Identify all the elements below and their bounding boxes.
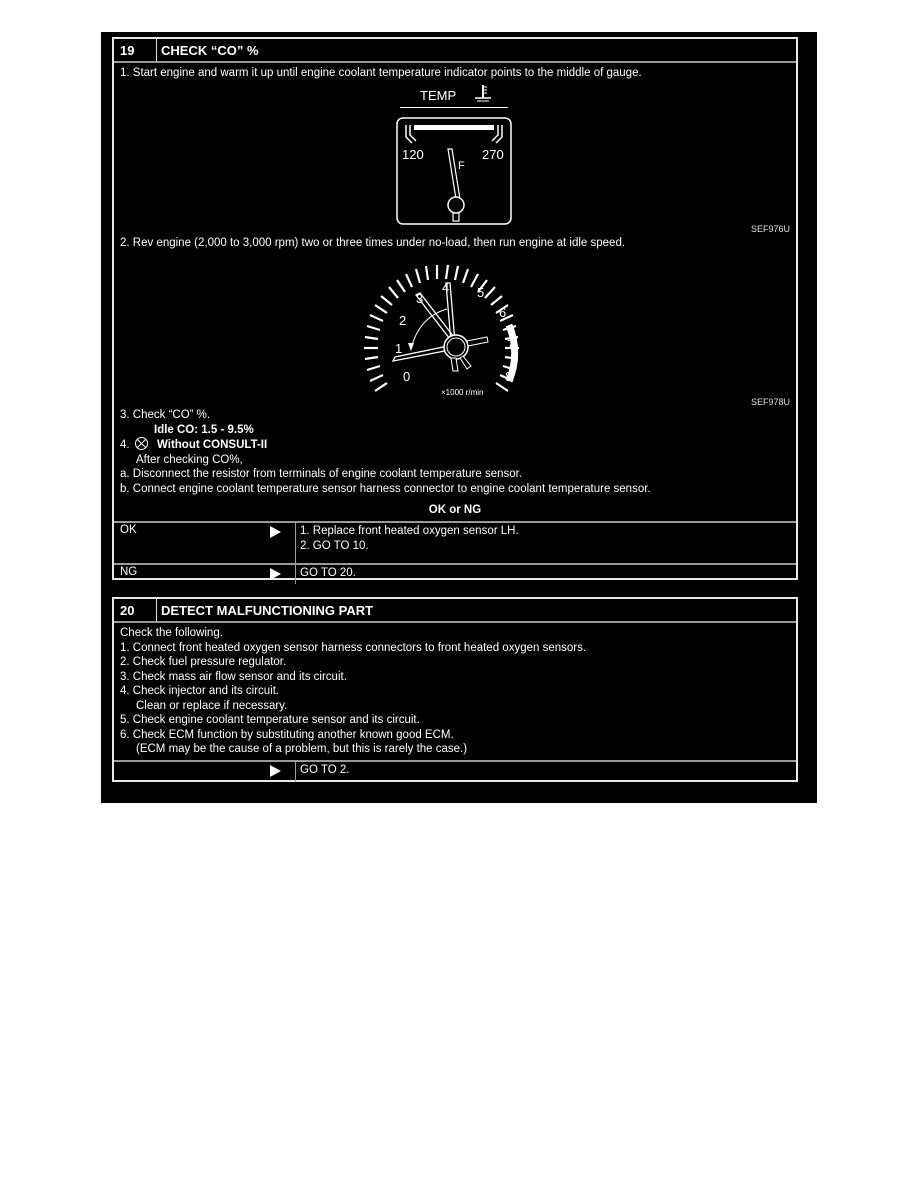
result-action-cell [296,565,356,584]
steps-3-to-b [120,408,651,496]
result-row-ng [114,563,796,584]
result-label: NG [120,566,138,578]
step-1-text: 1. Start engine and warm it up until engine coolant temperature indicator points to the middle of gauge. [120,67,642,79]
step-3-text: 3. Check “CO” %. [120,409,211,421]
section-header [114,599,796,623]
svg-text:2: 2 [399,313,407,328]
arrow-right-icon [270,568,281,580]
result-action: 1. Replace front heated oxygen sensor LH. [300,525,519,537]
step-a-text: a. Disconnect the resistor from terminals of engine coolant temperature sensor. [120,468,523,480]
section-20 [112,597,798,782]
temperature-gauge-figure [384,83,524,233]
step-number: 19 [114,39,157,61]
check-item-note: (ECM may be the cause of a problem, but this is rarely the case.) [136,743,468,755]
section-19 [112,37,798,580]
figure-ref-tach: SEF978U [750,397,790,407]
result-row-ok [114,521,796,563]
result-action-cell [296,762,349,782]
step-b-text: b. Connect engine coolant temperature sensor harness connector to engine coolant temperature sensor. [120,482,651,495]
result-action-cell [296,523,519,563]
result-title: OK or NG [428,504,482,516]
step-4-prefix: 4. [120,439,130,451]
section-header [114,39,796,63]
step-4-note: After checking CO%, [136,453,243,466]
check-item: 4. Check injector and its circuit. [120,685,280,697]
svg-text:F: F [458,160,465,172]
svg-text:270: 270 [482,147,504,162]
section-body [114,623,796,760]
step-4-label: Without CONSULT-II [157,439,268,451]
check-item: 5. Check engine coolant temperature sensor and its circuit. [120,714,420,726]
svg-text:×1000 r/min: ×1000 r/min [441,388,484,397]
result-label: OK [120,524,137,536]
arrow-right-icon [270,526,281,538]
result-label-cell [114,762,296,782]
result-row [114,760,796,782]
step-number: 20 [114,599,157,621]
check-item: 3. Check mass air flow sensor and its circuit. [120,670,347,683]
svg-text:5: 5 [477,285,485,300]
gauge-face [396,117,512,225]
step-2-text: 2. Rev engine (2,000 to 3,000 rpm) two or three times under no-load, then run engine at idle speed. [120,237,626,249]
step-title: CHECK “CO” % [161,42,259,58]
tachometer-dial [359,253,549,403]
result-action: GO TO 20. [300,567,356,579]
check-item: 1. Connect front heated oxygen sensor harness connectors to front heated oxygen sensors. [120,641,587,654]
svg-text:4: 4 [442,280,450,295]
step-4-line [120,437,651,453]
intro-text: Check the following. [120,627,223,639]
result-action: 2. GO TO 10. [300,539,369,552]
tachometer-figure [359,253,549,403]
without-consult-icon [135,437,148,450]
check-item: 6. Check ECM function by substituting another known good ECM. [120,728,454,741]
temp-label: TEMP [420,88,457,103]
result-label-cell [114,565,296,584]
result-action: GO TO 2. [300,764,350,776]
svg-text:0: 0 [403,369,411,384]
manual-page [101,32,817,803]
check-item-note: Clean or replace if necessary. [136,699,288,712]
svg-text:1: 1 [395,341,403,356]
svg-text:7: 7 [507,337,515,352]
section-body [114,63,796,521]
step-title: DETECT MALFUNCTIONING PART [161,602,374,618]
svg-text:8: 8 [505,369,513,384]
coolant-temperature-icon [472,83,494,105]
svg-text:120: 120 [402,147,424,162]
check-item: 2. Check fuel pressure regulator. [120,656,287,668]
figure-ref-temp: SEF976U [750,224,790,234]
svg-text:3: 3 [416,291,424,306]
svg-text:6: 6 [499,305,507,320]
idle-co-spec: Idle CO: 1.5 - 9.5% [154,423,254,436]
arrow-right-icon [270,765,281,777]
result-label-cell [114,523,296,563]
